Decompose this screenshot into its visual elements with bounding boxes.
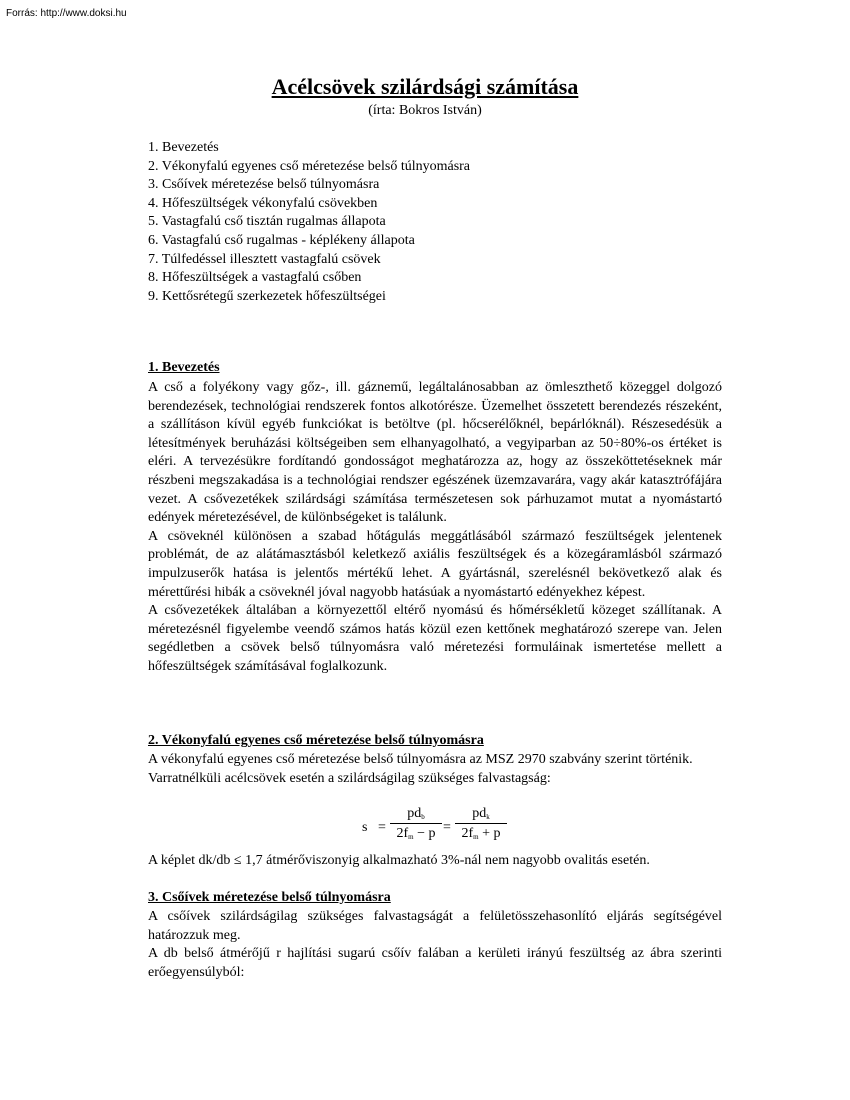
section-1-paragraph: A csővezetékek általában a környezettől eltérő nyomású és hőmérsékletű közeget szállítanak. A méretezésnél figyelembe veendő számos hatás közül ezen kettőnek meghatározó szerepe van. Jelen segédletben a csövek belső túlnyomásra való méretezési formuláinak ismertetése mellett a hőfeszültségek számításával foglalkozunk. [148, 603, 722, 674]
toc-item: 8. Hőfeszültségek a vastagfalú csőben [148, 270, 362, 286]
section-2-paragraph: A vékonyfalú egyenes cső méretezése belső túlnyomásra az MSZ 2970 szabvány szerint történik. [148, 752, 693, 767]
toc-item: 5. Vastagfalú cső tisztán rugalmas állapota [148, 214, 386, 230]
toc-item: 6. Vastagfalú cső rugalmas - képlékeny állapota [148, 232, 415, 248]
section-1-paragraph: A csöveknél különösen a szabad hőtágulás meggátlásából származó feszültségek jelentenek problémát, de az alátámasztásból keletkező axiális feszültségek és a közegáramlásból származó impulzuserők hatása is jelentős mértékű lehet. A gyártásnál, szerelésnél bekövetkező alak és mérettűrési hibák a csöveknél jóval nagyobb hatásúak a nyomástartó edényekhez képest. [148, 528, 722, 600]
toc-item: 3. Csőívek méretezése belső túlnyomásra [148, 177, 380, 193]
formula-numerator: $pd_k$ [455, 806, 507, 824]
formula-equals: = [378, 820, 386, 835]
formula-lhs: s [362, 820, 368, 835]
document-author: (írta: Bokros István) [368, 103, 482, 118]
section-3-body [148, 908, 722, 982]
section-1-heading: 1. Bevezetés [148, 360, 220, 375]
section-2-note: A képlet dk/db ≤ 1,7 átmérőviszonyig alkalmazható 3%-nál nem nagyobb ovalitás esetén. [148, 853, 650, 868]
toc-item: 1. Bevezetés [148, 140, 219, 155]
section-2-paragraph: Varratnélküli acélcsövek esetén a szilárdságilag szükséges falvastagság: [148, 770, 551, 786]
section-1-paragraph: A cső a folyékony vagy gőz-, ill. gáznemű, legáltalánosabban az ömleszthető közeggel dolgozó berendezések, technológiai rendszerek fontos alkotórésze. Üzemelhet összetett berendezés részeként, a szállításon kívül egyéb funkciókat is betöltve (pl. hőcserélőknél, bepárlóknál). Részesedésük a létesítmények beruházási költségeiben sem elhanyagolható, a vegyiparban az 50÷80%-os értéket is eléri. A tervezésükre fordítandó gondosságot meghatározza az, hogy az összeköttetéseknek már részbeni megszakadása is a technológiai rendszer egészének üzemzavarára, vagy akár katasztrófájára vezet. A csővezetékek szilárdsági számítása természetesen sok párhuzamot mutat a nyomástartó edények méretezésével, de különbségeket is találunk. [148, 380, 722, 526]
table-of-contents [148, 139, 470, 306]
toc-item: 9. Kettősrétegű szerkezetek hőfeszültségei [148, 288, 386, 304]
wall-thickness-formula [362, 806, 522, 852]
toc-item: 2. Vékonyfalú egyenes cső méretezése belső túlnyomásra [148, 158, 471, 174]
source-note: Forrás: http://www.doksi.hu [6, 8, 127, 19]
section-3-heading: 3. Csőívek méretezése belső túlnyomásra [148, 890, 391, 905]
section-3-paragraph: A db belső átmérőjű r hajlítási sugarú csőív falában a kerületi irányú feszültség az ábra szerinti erőegyensúlyból: [148, 946, 722, 980]
formula-denominator: $2f_m + p$ [461, 826, 501, 841]
formula-fraction-inner [390, 806, 442, 842]
section-3-paragraph: A csőívek szilárdságilag szükséges falvastagságát a felületösszehasonlító eljárás segítségével határozzuk meg. [148, 909, 722, 943]
section-2-body [148, 751, 722, 788]
toc-item: 7. Túlfedéssel illesztett vastagfalú csövek [148, 251, 381, 267]
document-title: Acélcsövek szilárdsági számítása [271, 74, 579, 99]
section-1-body [148, 379, 722, 677]
formula-denominator: $2f_m - p$ [396, 826, 436, 841]
formula-fraction-outer [455, 806, 507, 842]
toc-item: 4. Hőfeszültségek vékonyfalú csövekben [148, 195, 378, 211]
section-2-heading: 2. Vékonyfalú egyenes cső méretezése belső túlnyomásra [148, 733, 484, 748]
formula-equals: = [443, 820, 451, 835]
formula-numerator: $pd_b$ [390, 806, 442, 824]
